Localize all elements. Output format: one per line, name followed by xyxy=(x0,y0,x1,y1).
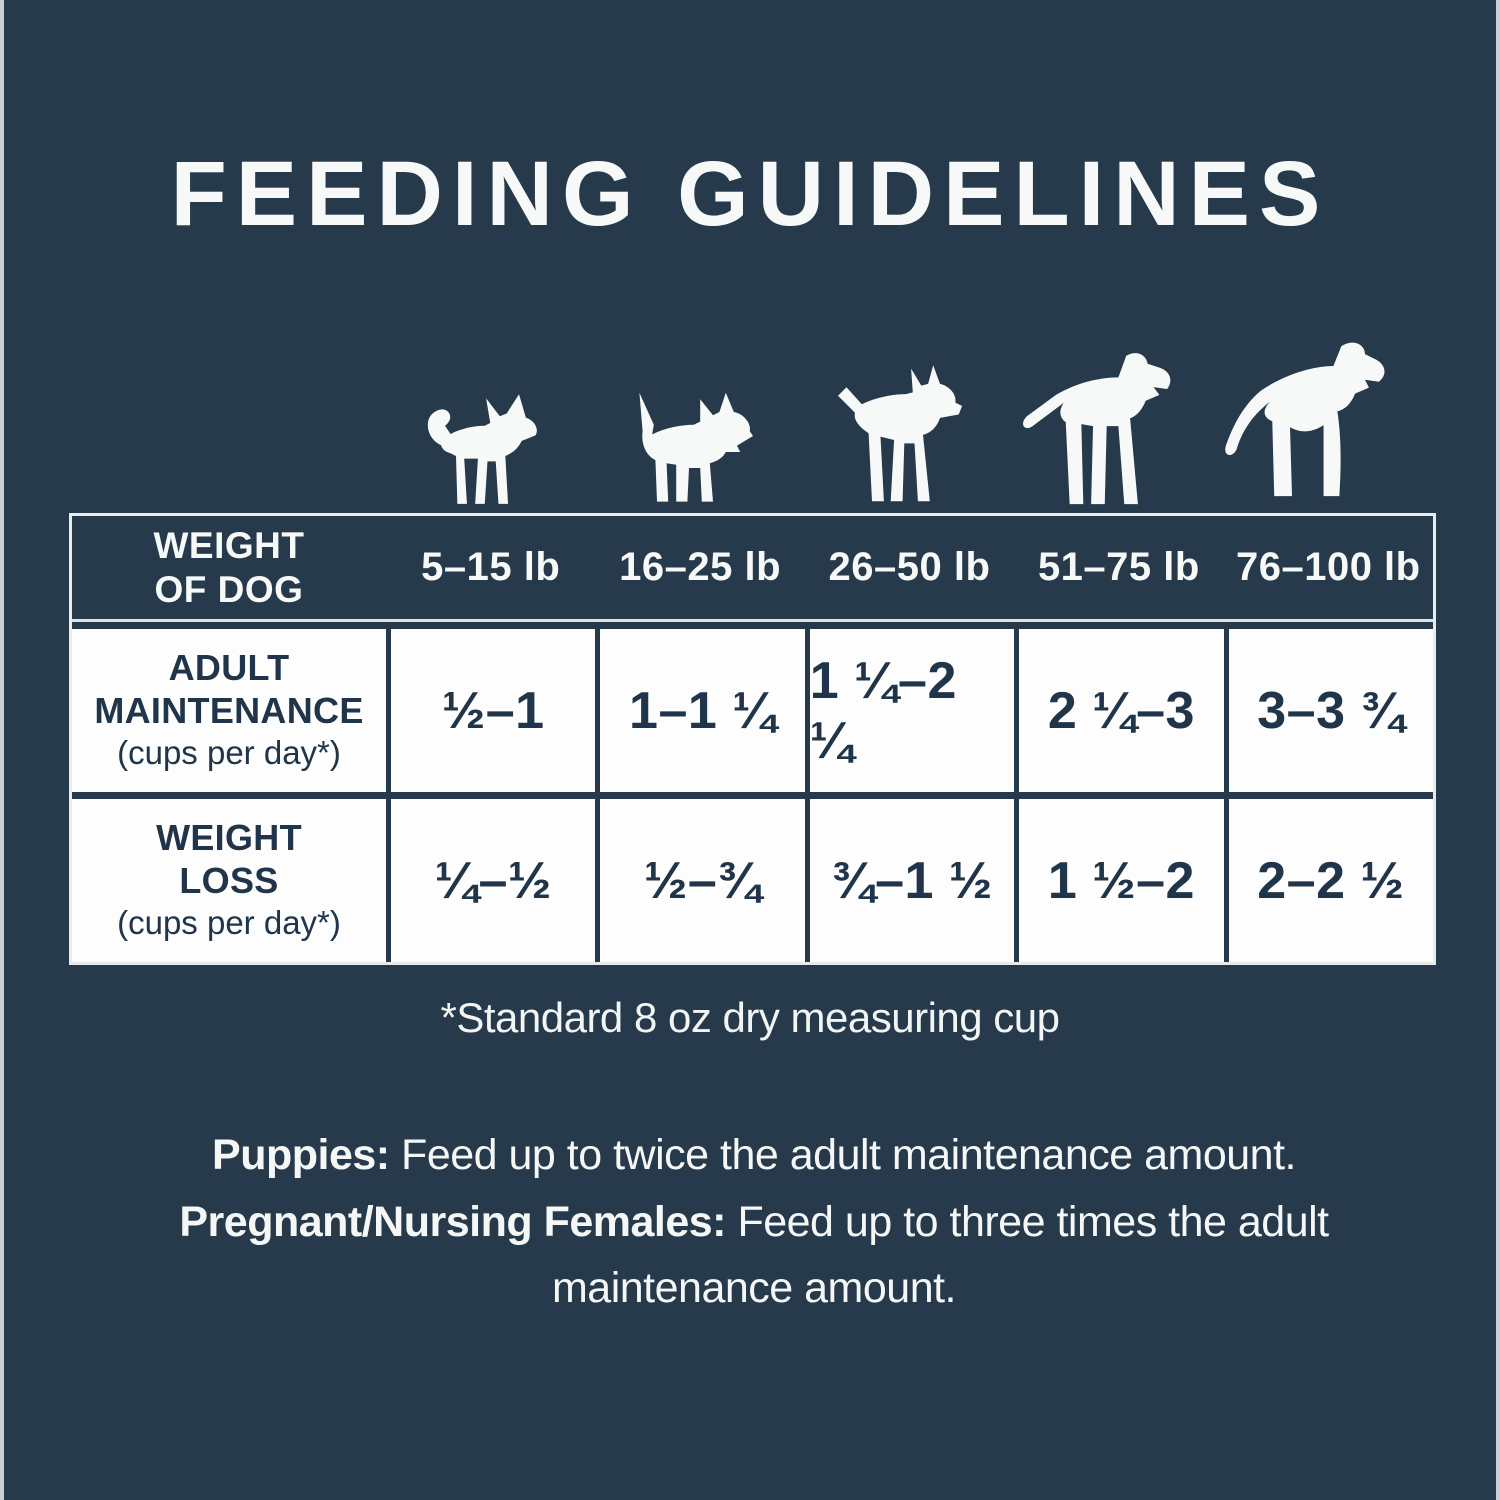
table-header-weight-range-3: 26–50 lb xyxy=(805,516,1014,622)
dog-silhouette-rottweiler-icon xyxy=(1010,344,1219,508)
page-edge-right xyxy=(1496,0,1500,1500)
table-header-weight-range-2: 16–25 lb xyxy=(595,516,804,622)
dog-silhouette-bernese-icon xyxy=(1219,334,1436,508)
table-header-weight-of-dog: WEIGHT OF DOG xyxy=(72,516,386,622)
weight-loss-value-1: ¼–½ xyxy=(386,792,595,962)
table-header-weight-range-4: 51–75 lb xyxy=(1014,516,1223,622)
puppies-note-lead: Puppies: xyxy=(212,1131,390,1179)
dog-size-row xyxy=(383,328,1436,508)
feeding-notes xyxy=(124,1122,1384,1322)
pregnant-nursing-note-lead: Pregnant/Nursing Females: xyxy=(179,1197,727,1246)
puppies-note xyxy=(124,1122,1384,1189)
puppies-note-text: Feed up to twice the adult maintenance amount. xyxy=(389,1131,1296,1179)
page-title: FEEDING GUIDELINES xyxy=(170,143,1330,245)
weight-loss-value-5: 2–2 ½ xyxy=(1224,792,1433,962)
adult-maintenance-value-2: 1–1 ¼ xyxy=(595,622,804,792)
adult-maintenance-value-4: 2 ¼–3 xyxy=(1014,622,1223,792)
table-header-weight-range-1: 5–15 lb xyxy=(386,516,595,622)
row-label-adult-maintenance: ADULT MAINTENANCE (cups per day*) xyxy=(72,622,386,792)
weight-loss-value-2: ½–¾ xyxy=(595,792,804,962)
pregnant-nursing-note-text: Feed up to three times the adult maintenance amount. xyxy=(551,1197,1329,1313)
pregnant-nursing-note xyxy=(124,1189,1384,1322)
adult-maintenance-value-5: 3–3 ¾ xyxy=(1224,622,1433,792)
table-header-weight-range-5: 76–100 lb xyxy=(1224,516,1433,622)
dog-silhouette-terrier-icon xyxy=(592,380,801,508)
row-label-weight-loss: WEIGHT LOSS (cups per day*) xyxy=(72,792,386,962)
weight-loss-value-3: ¾–1 ½ xyxy=(805,792,1014,962)
dog-silhouette-chihuahua-icon xyxy=(383,390,592,508)
dog-silhouette-boxer-icon xyxy=(801,358,1010,508)
adult-maintenance-value-3: 1 ¼–2 ¼ xyxy=(805,622,1014,792)
weight-loss-value-4: 1 ½–2 xyxy=(1014,792,1223,962)
feeding-guidelines-table xyxy=(69,513,1436,965)
feeding-guidelines-panel xyxy=(4,0,1496,1500)
measuring-cup-footnote: *Standard 8 oz dry measuring cup xyxy=(440,994,1060,1041)
adult-maintenance-value-1: ½–1 xyxy=(386,622,595,792)
